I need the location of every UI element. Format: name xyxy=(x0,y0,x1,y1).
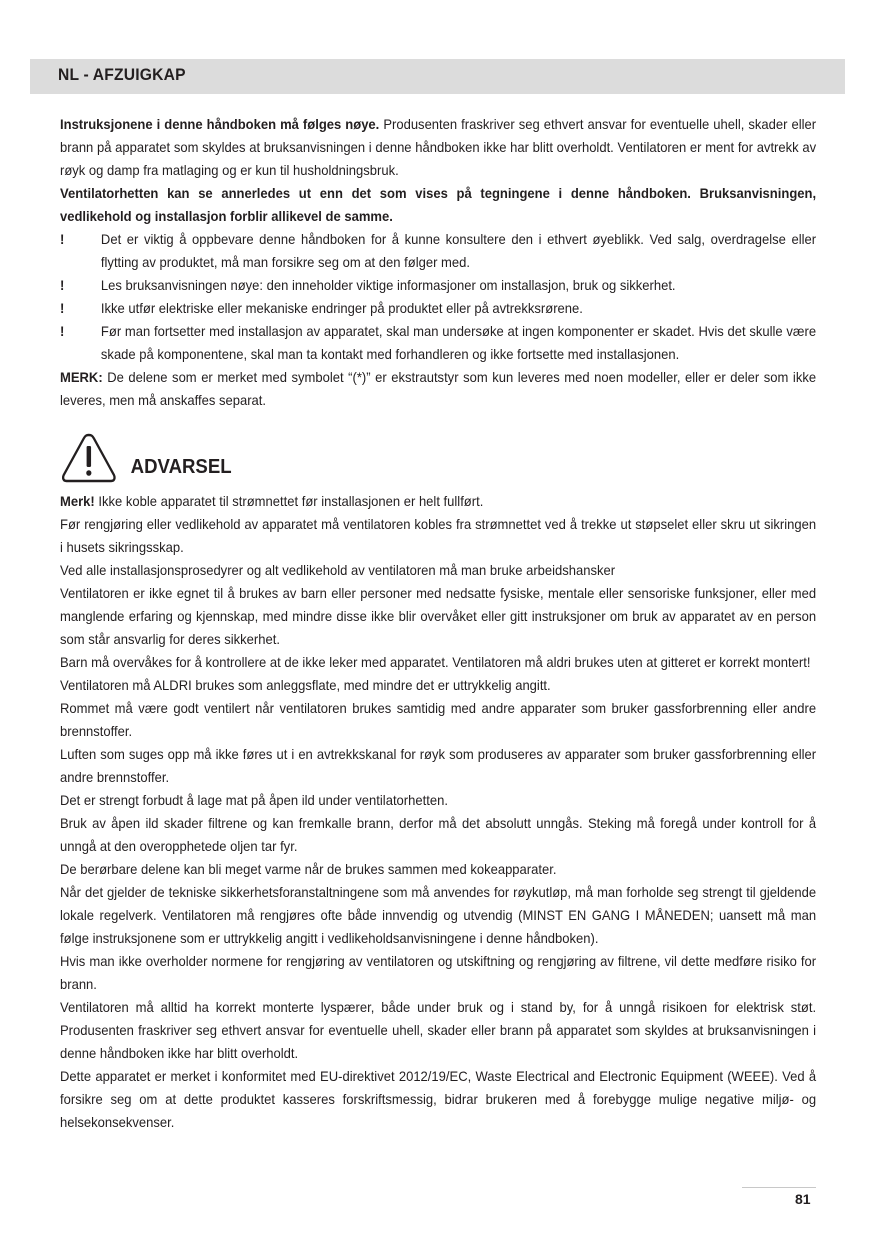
warning-triangle-icon xyxy=(60,432,118,484)
exclamation-icon: ! xyxy=(60,323,65,339)
list-item-text: Les bruksanvisningen nøye: den inneholder viktige informasjoner om installasjon, bruk og sikkerhet. xyxy=(100,277,676,293)
warning-paragraph: Før rengjøring eller vedlikehold av apparatet må ventilatoren kobles fra strømnettet ved å trekke ut støpselet eller skru ut sikringen i husets sikringsskap. xyxy=(60,516,817,555)
warning-title: ADVARSEL xyxy=(130,456,232,478)
list-item xyxy=(60,274,816,297)
list-item xyxy=(60,228,816,274)
note-text: De delene som er merket med symbolet “(*)” er ekstrautstyr som kun leveres med noen modeller, eller er deler som ikke leveres, men må anskaffes separat. xyxy=(60,369,817,408)
warning-paragraph: De berørbare delene kan bli meget varme når de brukes sammen med kokeapparater. xyxy=(60,861,557,877)
warning-paragraph: Luften som suges opp må ikke føres ut i en avtrekkskanal for røyk som produseres av apparater som bruker gassforbrenning eller andre brennstoffer. xyxy=(60,746,817,785)
note-label: MERK: xyxy=(60,369,103,385)
exclamation-icon: ! xyxy=(60,231,65,247)
warning-heading xyxy=(60,432,816,490)
intro-text: Produsenten fraskriver seg ethvert ansvar for eventuelle uhell, skader eller brann på apparatet som skyldes at bruksanvisningen i denne håndboken ikke har blitt overholdt. Ventilatoren er ment for avtrekk av røyk og damp fra matlaging og er kun til husholdningsbruk. xyxy=(60,116,817,178)
list-item-text: Før man fortsetter med installasjon av apparatet, skal man undersøke at ingen komponenter er skadet. Hvis det skulle være skade på komponentene, skal man ta kontakt med forhandleren og ikke fortsette med installasjonen. xyxy=(100,323,817,362)
warning-merk-paragraph xyxy=(60,490,816,513)
warning-paragraph: Når det gjelder de tekniske sikkerhetsforanstaltningene som må anvendes for røykutløp, må man forholde seg strengt til gjeldende lokale regelverk. Ventilatoren må rengjøres ofte både innvendig og utvendig (MINST EN GANG I MÅNEDEN; uansett må man følge instruksjonene som er uttrykkelig angitt i vedlikeholdsanvisningene i denne håndboken). xyxy=(60,884,817,946)
intro-paragraph xyxy=(60,113,816,182)
footer-divider xyxy=(742,1187,816,1188)
list-item xyxy=(60,320,816,366)
warning-paragraph: Rommet må være godt ventilert når ventilatoren brukes samtidig med andre apparater som bruker gassforbrenning eller andre brennstoffer. xyxy=(60,700,817,739)
exclamation-icon: ! xyxy=(60,277,65,293)
warning-paragraph: Ventilatoren er ikke egnet til å brukes av barn eller personer med nedsatte fysiske, mentale eller sensoriske funksjoner, eller med manglende erfaring og kjennskap, med mindre disse ikke blir overvåket eller gitt instruksjoner om bruk av apparatet av en person som står ansvarlig for deres sikkerhet. xyxy=(60,585,817,647)
intro-bold-lead: Instruksjonene i denne håndboken må følges nøye. xyxy=(60,116,380,132)
warning-merk-text: Ikke koble apparatet til strømnettet før installasjonen er helt fullført. xyxy=(94,493,484,509)
warning-merk-label: Merk! xyxy=(60,493,95,509)
document-body xyxy=(60,113,816,1134)
list-item-text: Ikke utfør elektriske eller mekaniske endringer på produktet eller på avtrekksrørene. xyxy=(100,300,583,316)
intro-bold-paragraph: Ventilatorhetten kan se annerledes ut enn det som vises på tegningene i denne håndboken. Bruksanvisningen, vedlikehold og installasjon forblir allikevel de samme. xyxy=(60,185,817,224)
warning-paragraph: Bruk av åpen ild skader filtrene og kan fremkalle brann, derfor må det absolutt unngås. Steking må foregå under kontroll for å unngå at den overopphetede oljen tar fyr. xyxy=(60,815,817,854)
page-number: 81 xyxy=(795,1191,811,1207)
warning-paragraph: Barn må overvåkes for å kontrollere at de ikke leker med apparatet. Ventilatoren må aldri brukes uten at gitteret er korrekt montert! xyxy=(60,654,811,670)
warning-paragraph: Ved alle installasjonsprosedyrer og alt vedlikehold av ventilatoren må man bruke arbeidshansker xyxy=(60,562,616,578)
note-paragraph xyxy=(60,366,816,412)
section-header-bar xyxy=(30,59,845,94)
warning-paragraph: Ventilatoren må ALDRI brukes som anleggsflate, med mindre det er uttrykkelig angitt. xyxy=(60,677,551,693)
list-item-text: Det er viktig å oppbevare denne håndboken for å kunne konsultere den i ethvert øyeblikk. Ved salg, overdragelse eller flytting av produktet, må man forsikre seg om at den følger med. xyxy=(100,231,817,270)
warning-paragraph: Ventilatoren må alltid ha korrekt monterte lyspærer, både under bruk og i stand by, for å unngå risikoen for elektrisk støt. Produsenten fraskriver seg ethvert ansvar for eventuelle uhell, skader eller brann på apparatet som skyldes at bruksanvisningen i denne håndboken ikke har blitt overholdt. xyxy=(60,999,817,1061)
exclamation-icon: ! xyxy=(60,300,65,316)
warning-paragraph: Dette apparatet er merket i konformitet med EU-direktivet 2012/19/EC, Waste Electrical and Electronic Equipment (WEEE). Ved å forsikre seg om at dette produktet kasseres forskriftsmessig, bidrar brukeren med å forebygge mulige negative miljø- og helsekonsekvenser. xyxy=(60,1068,817,1130)
section-title: NL - AFZUIGKAP xyxy=(58,65,186,84)
warning-paragraph: Hvis man ikke overholder normene for rengjøring av ventilatoren og utskiftning og rengjøring av filtrene, vil dette medføre risiko for brann. xyxy=(60,953,817,992)
list-item xyxy=(60,297,816,320)
warning-paragraph: Det er strengt forbudt å lage mat på åpen ild under ventilatorhetten. xyxy=(60,792,448,808)
